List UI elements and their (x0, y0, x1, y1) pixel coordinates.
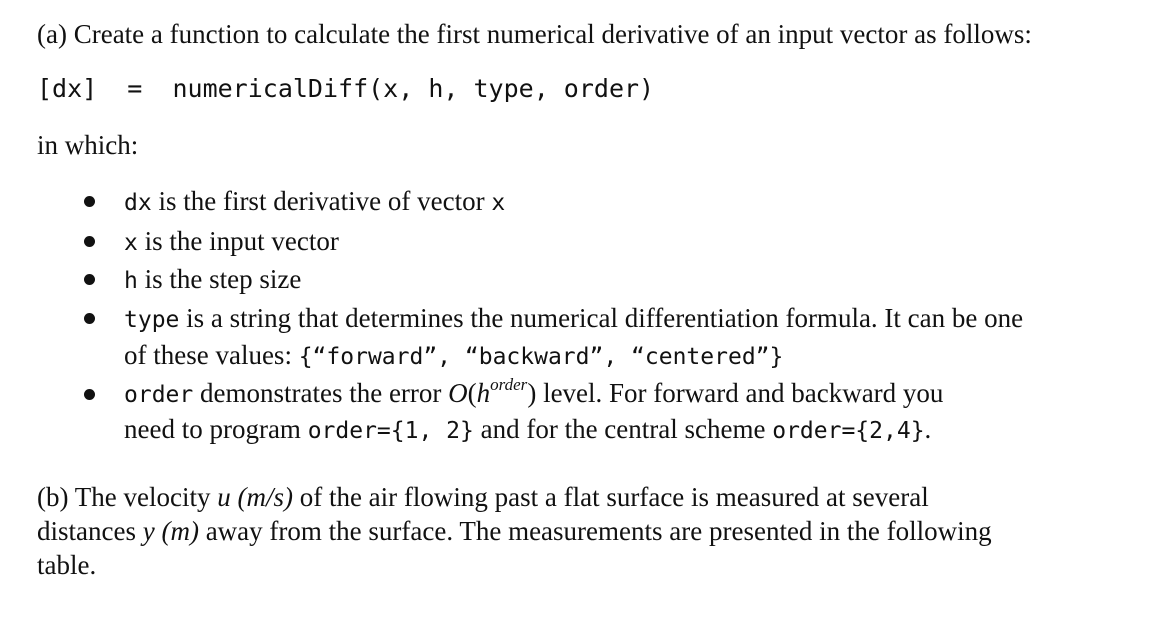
bullet-text: level. For forward and backward you (536, 378, 944, 408)
bullet-dot (84, 389, 95, 400)
bullet-item-x (124, 226, 339, 258)
code-x: x (491, 190, 506, 216)
part-b-text: distances (37, 516, 143, 546)
bullet-text: . (924, 414, 932, 444)
function-signature: [dx] = numericalDiff(x, h, type, order) (37, 74, 655, 103)
code-order-forward: order={1, 2} (307, 418, 474, 444)
math-y: y (142, 516, 155, 546)
code-order-central: order={2,4} (772, 418, 925, 444)
part-b-text: (b) The velocity (37, 482, 218, 512)
code-order: order (124, 382, 194, 408)
part-b-line3: table. (37, 550, 97, 580)
bullet-item-dx (124, 186, 505, 218)
code-dx: dx (124, 190, 152, 216)
part-b-line2 (37, 516, 992, 546)
bullet-text: is the first derivative of vector (151, 186, 492, 216)
math-u: u (217, 482, 231, 512)
code-type: type (124, 307, 180, 333)
bullet-item-h (124, 264, 301, 296)
bullet-item-order: order demonstrates the error $O(h^{order})$ level. For forward and backward you (124, 375, 944, 408)
bullet-text: is the input vector (137, 226, 339, 256)
part-b-text: of the air flowing past a flat surface is measured at several (292, 482, 929, 512)
bullet-item-order-line2 (124, 414, 931, 446)
bullet-dot (84, 313, 95, 324)
bullet-dot (84, 274, 95, 285)
bullet-item-type (124, 303, 1023, 335)
part-b-text: away from the surface. The measurements are presented in the following (198, 516, 992, 546)
bullet-dot (84, 236, 95, 247)
bullet-dot (84, 196, 95, 207)
math-unit-m: (m) (161, 516, 199, 546)
math-unit-ms: (m/s) (237, 482, 293, 512)
in-which-label: in which: (37, 130, 139, 160)
bullet-text: and for the central scheme (473, 414, 773, 444)
code-type-values: {“forward”, “backward”, “centered”} (298, 344, 784, 370)
bullet-item-type-line2 (124, 340, 783, 372)
bullet-text: demonstrates the error (193, 378, 449, 408)
math-big-o: O (448, 378, 468, 408)
part-b-line1 (37, 482, 929, 512)
bullet-text: of these values: (124, 340, 299, 370)
math-order-exponent: order (490, 375, 528, 394)
bullet-text: is the step size (137, 264, 302, 294)
math-h: h (476, 378, 491, 408)
bullet-text: is a string that determines the numerical differentiation formula. It can be one (179, 303, 1024, 333)
code-h: h (124, 268, 138, 294)
part-a-intro: (a) Create a function to calculate the first numerical derivative of an input vector as follows: (37, 19, 1032, 49)
code-x: x (124, 230, 138, 256)
bullet-text: need to program (124, 414, 308, 444)
